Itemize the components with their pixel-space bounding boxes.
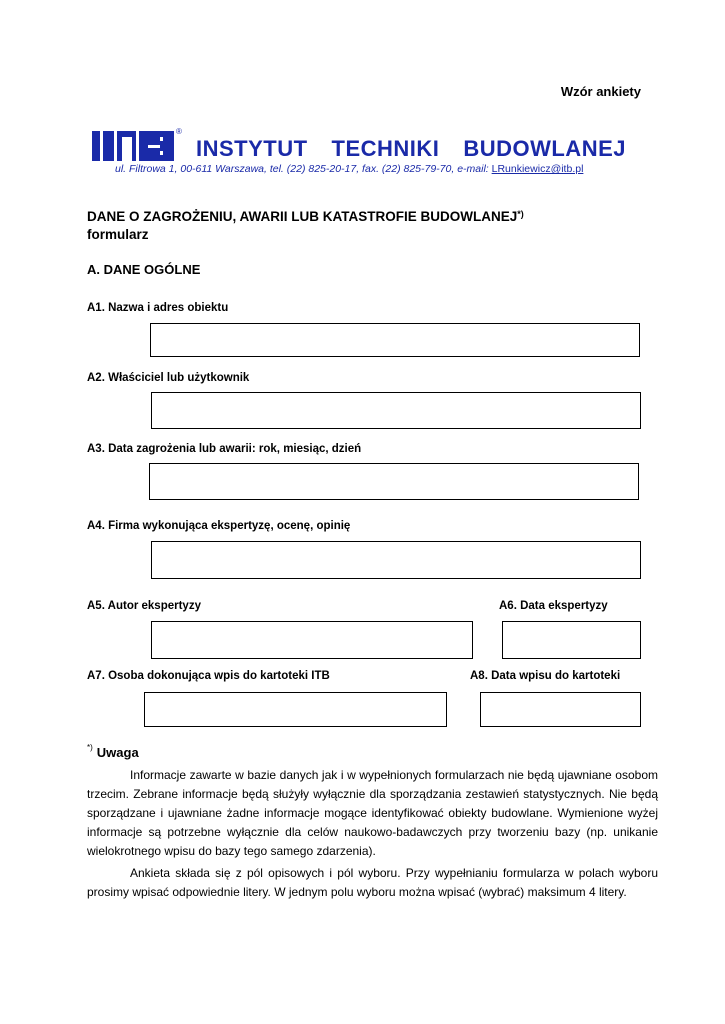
section-a-heading: A. DANE OGÓLNE: [87, 262, 201, 277]
a6-input[interactable]: [502, 621, 641, 659]
form-title-main: DANE O ZAGROŻENIU, AWARII LUB KATASTROFIE BUDOWLANEJ: [87, 209, 518, 224]
a1-input[interactable]: [150, 323, 640, 357]
institute-address: [115, 163, 583, 175]
note-paragraph-1: Informacje zawarte w bazie danych jak i w wypełnionych formularzach nie będą ujawniane osobom trzecim. Zebrane informacje będą służyły wyłącznie dla sporządzania zestawień statystycznych. Nie będą sporządzane i ujawniane żadne informacje mogące identyfikować obiekty budowlane. Wymienione wyżej informacje są potrzebne wyłącznie dla celów naukowo-badawczych przy tworzeniu bazy (np. unikanie wielokrotnego wpisu do bazy tego samego zdarzenia).: [87, 768, 658, 858]
footnote-mark: *): [517, 209, 524, 219]
note-title: Uwaga: [96, 745, 139, 760]
registered-mark: ®: [176, 127, 182, 136]
a4-input[interactable]: [151, 541, 641, 579]
a8-label: A8. Data wpisu do kartoteki: [470, 670, 621, 682]
institute-word-1: INSTYTUT: [196, 136, 308, 161]
form-title: [87, 208, 524, 244]
itb-logo: [92, 127, 182, 161]
institute-word-3: BUDOWLANEJ: [463, 136, 626, 161]
a5-label: A5. Autor ekspertyzy: [87, 600, 201, 612]
a1-label: A1. Nazwa i adres obiektu: [87, 302, 229, 314]
note-paragraph-2: Ankieta składa się z pól opisowych i pól wyboru. Przy wypełnianiu formularza w polach wyboru prosimy wpisać odpowiednie litery. W jednym polu wyboru można wpisać (wybrać) maksimum 4 litery.: [87, 866, 658, 899]
a2-label: A2. Właściciel lub użytkownik: [87, 372, 250, 384]
a6-label: A6. Data ekspertyzy: [499, 600, 608, 612]
pattern-label: Wzór ankiety: [560, 84, 641, 99]
form-title-sub: formularz: [87, 227, 149, 242]
a3-label: A3. Data zagrożenia lub awarii: rok, miesiąc, dzień: [87, 443, 362, 455]
a2-input[interactable]: [151, 392, 641, 429]
a7-label: A7. Osoba dokonująca wpis do kartoteki ITB: [87, 670, 330, 682]
a3-input[interactable]: [149, 463, 639, 500]
institute-name: [196, 136, 626, 162]
institute-word-2: TECHNIKI: [331, 136, 440, 161]
a8-input[interactable]: [480, 692, 641, 727]
note-heading: [87, 745, 139, 760]
email-link[interactable]: LRunkiewicz@itb.pl: [491, 163, 584, 175]
a5-input[interactable]: [151, 621, 473, 659]
a4-label: A4. Firma wykonująca ekspertyzę, ocenę, opinię: [87, 520, 351, 532]
note-mark: *): [87, 743, 93, 752]
address-text: ul. Filtrowa 1, 00-611 Warszawa, tel. (22) 825-20-17, fax. (22) 825-79-70, e-mail:: [115, 163, 492, 175]
a7-input[interactable]: [144, 692, 447, 727]
